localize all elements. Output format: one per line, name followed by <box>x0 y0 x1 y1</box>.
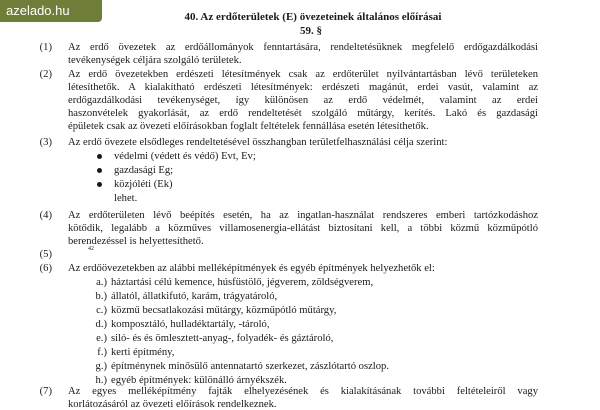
item-text: építménynek minősülő antennatartó szerkezet, zászlótartó oszlop. <box>111 361 389 372</box>
structure-item <box>95 360 389 373</box>
item-letter: f.) <box>97 347 107 358</box>
paragraph-line: létesíthetők. A kialakítható erdészeti létesítmények: erdészeti magánút, erdei vasút, valamint az <box>68 82 538 94</box>
paragraph-number: (2) <box>39 69 52 80</box>
paragraph-number: (1) <box>39 42 52 53</box>
paragraph-7 <box>39 385 538 410</box>
purpose-item <box>114 150 256 163</box>
paragraph-number: (7) <box>39 386 52 397</box>
paragraph-line: Az erdő övezete elsődleges rendeltetésével összhangban területfelhasználási célja szerint: <box>68 137 448 148</box>
structure-item <box>96 276 374 289</box>
paragraph-line: erdőgazdálkodási tevékenységet, így különösen az erdő védelmét, valamint az erdei <box>68 95 538 107</box>
paragraph-line: korlátozásáról az övezeti előírások rendelkeznek. <box>68 399 277 410</box>
paragraph-2 <box>39 68 538 133</box>
paragraph-line: Az erdő övezetekben erdészeti létesítmények csak az erdőterület nyilvántartásban lévő területeken <box>68 69 538 80</box>
paragraph-line: épületek csak az övezeti előírásokban foglalt feltételek fennállása esetén létesíthetők. <box>68 121 429 133</box>
paragraph-1 <box>39 41 538 67</box>
bullet-icon <box>97 168 102 173</box>
bullet-icon <box>97 182 102 187</box>
structure-item <box>97 346 175 359</box>
paragraph-3 <box>39 136 538 149</box>
item-letter: g.) <box>95 361 107 372</box>
item-text: komposztáló, hulladéktartály, -tároló, <box>111 319 270 330</box>
item-letter: c.) <box>96 305 107 316</box>
purpose-item <box>114 164 173 177</box>
section-number: 59. § <box>300 25 322 37</box>
item-letter: h.) <box>95 375 107 386</box>
structure-item <box>96 332 334 345</box>
paragraph-line: kötődik, legalább a közműves villamosenergia-ellátást biztosítani kell, a többi közmű közműpótló <box>68 223 538 235</box>
paragraph-line: Az egyes melléképítmény fajták elhelyezésének és kialakításának további feltételeiről vagy <box>68 386 538 397</box>
item-text: közmű becsatlakozási műtárgy, közműpótló műtárgy, <box>111 305 337 316</box>
paragraph-line: Az erdő övezetek az erdőállományok fenntartására, rendeltetésüknek megfelelő erdőgazdálkodási <box>68 42 538 53</box>
structure-item <box>96 304 337 317</box>
paragraph-number: (5) <box>39 249 52 260</box>
item-letter: b.) <box>95 291 107 302</box>
chapter-title: 40. Az erdőterületek (E) övezeteinek általános előírásai <box>184 11 442 23</box>
item-letter: e.) <box>96 333 107 344</box>
purpose-text: gazdasági Eg; <box>114 165 174 176</box>
paragraph-line: haszonvételek gyakorlását, az erdő rendeltetését szolgáló műtárgy, kerítés. Lakó és gazdasági <box>68 108 538 120</box>
purpose-text: védelmi (védett és védő) Evt, Ev; <box>114 151 256 162</box>
bullet-icon <box>97 154 102 159</box>
paragraph-line: tevékenységek céljára szolgáló területek. <box>68 55 242 67</box>
paragraph-6 <box>39 262 538 275</box>
purpose-text: közjóléti (Ek) <box>114 179 173 190</box>
footnote-mark: 42 <box>88 246 94 252</box>
paragraph-number: (3) <box>39 137 52 148</box>
purpose-tail: lehet. <box>114 193 138 204</box>
paragraph-4 <box>39 209 538 248</box>
item-letter: a.) <box>96 277 107 288</box>
paragraph-number: (6) <box>39 263 52 274</box>
paragraph-number: (4) <box>39 210 52 221</box>
item-text: állatól, állatkifutó, karám, trágyatároló, <box>111 291 278 302</box>
watermark-badge: azelado.hu <box>0 0 102 22</box>
structure-item <box>95 290 278 303</box>
paragraph-line: berendezéssel is helyettesíthető. <box>68 236 204 248</box>
item-text: siló- és és ömlesztett-anyag-, folyadék- és gáztároló, <box>111 333 334 344</box>
item-letter: d.) <box>95 319 107 330</box>
item-text: egyéb építmények: különálló árnyékszék. <box>111 375 287 386</box>
purpose-item <box>114 178 173 191</box>
paragraph-line: Az erdőterületen lévő beépítés esetén, ha az ingatlan-használat rendszeres emberi tartózkodáshoz <box>68 210 538 221</box>
paragraph-line: Az erdőövezetekben az alábbi melléképítmények és egyéb építmények helyezhetők el: <box>68 263 435 274</box>
item-text: háztartási célú kemence, húsfüstölő, jégverem, zöldségverem, <box>111 277 374 288</box>
structure-item <box>95 318 270 331</box>
item-text: kerti építmény, <box>111 347 175 358</box>
